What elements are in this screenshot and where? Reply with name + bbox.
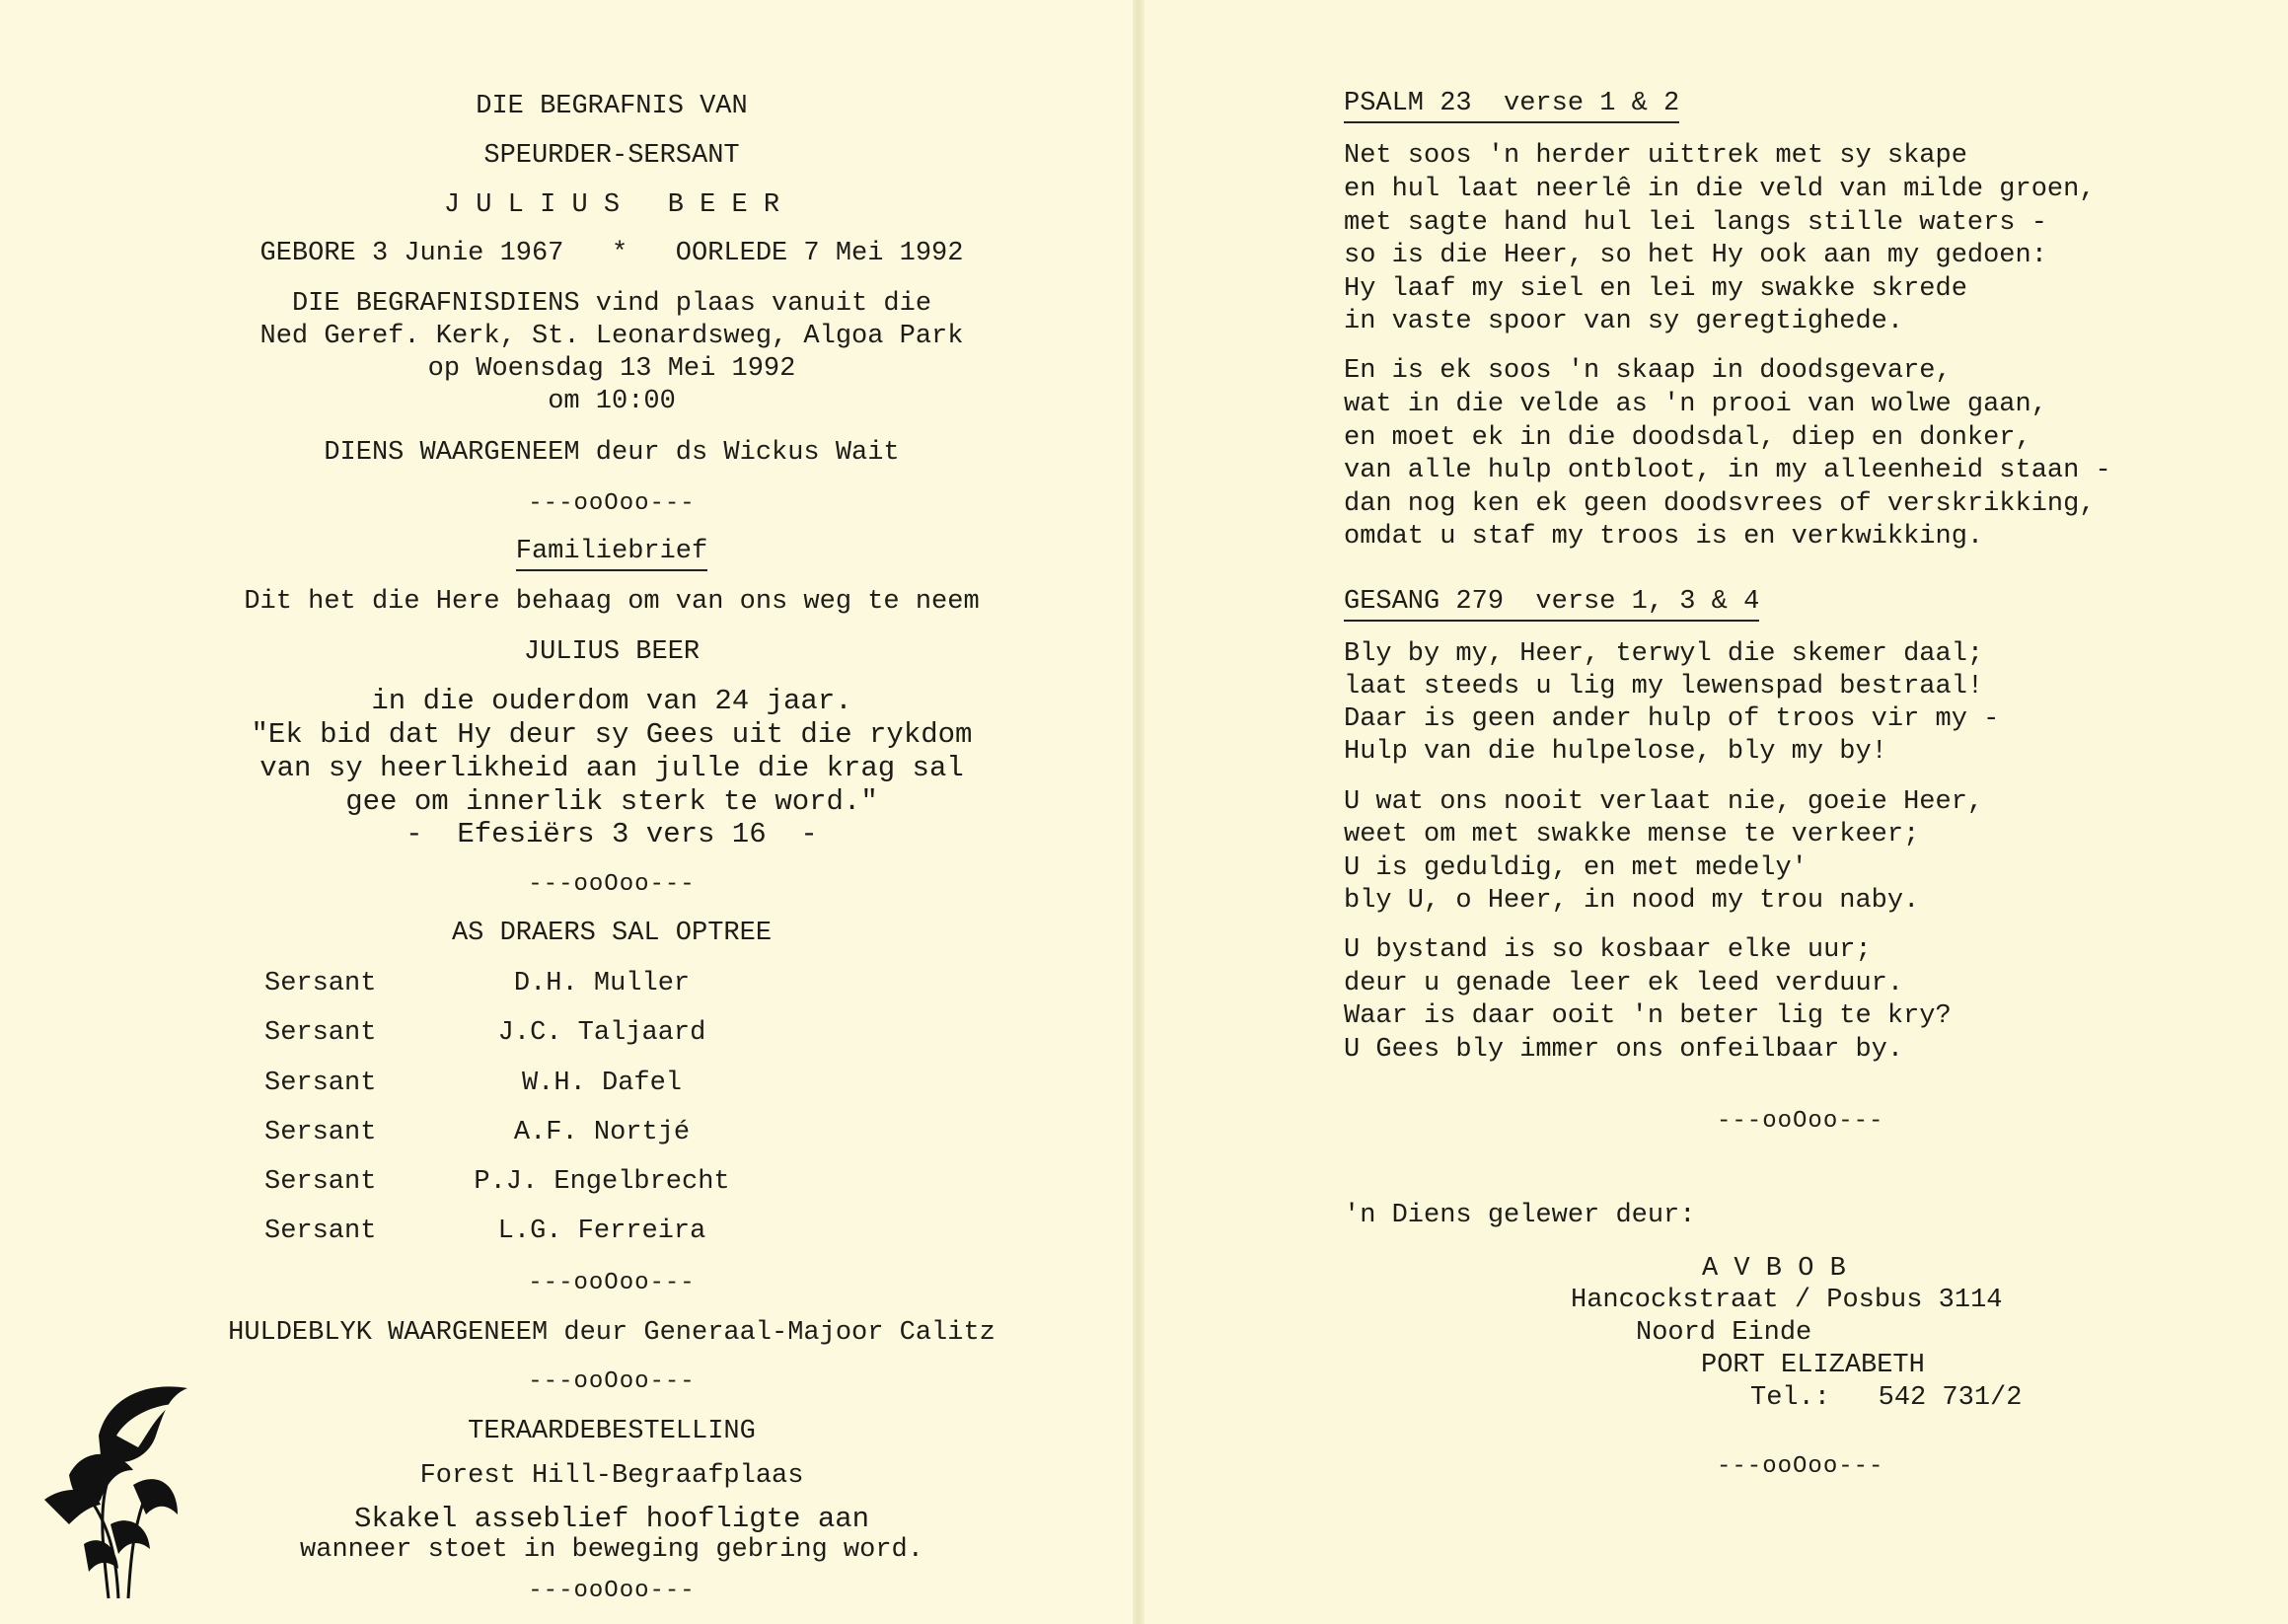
separator: ---ooOoo--- bbox=[1717, 1453, 1884, 1480]
hymn-line: Daar is geen ander hulp of troos vir my - bbox=[1344, 704, 2000, 734]
hymn-line: deur u genade leer ek leed verduur. bbox=[1344, 969, 1904, 998]
service-line-2: Ned Geref. Kerk, St. Leonardsweg, Algoa Park bbox=[259, 322, 964, 351]
bearer-rank: Sersant bbox=[264, 969, 377, 998]
funeral-title: DIE BEGRAFNIS VAN bbox=[476, 92, 748, 121]
notice-line-2: wanneer stoet in beweging gebring word. bbox=[300, 1535, 923, 1565]
bearer-name: J.C. Taljaard bbox=[497, 1018, 706, 1048]
scripture-reference: - Efesiërs 3 vers 16 - bbox=[406, 818, 818, 850]
family-line-1: in die ouderdom van 24 jaar. bbox=[371, 685, 852, 717]
family-letter-heading bbox=[0, 536, 1223, 568]
telephone-number: 542 731/2 bbox=[1878, 1383, 2023, 1413]
hymn-line: U Gees bly immer ons onfeilbaar by. bbox=[1344, 1035, 1904, 1065]
company-address-3: PORT ELIZABETH bbox=[1701, 1351, 1925, 1380]
lily-illustration-icon bbox=[39, 1376, 197, 1603]
bearer-rank: Sersant bbox=[264, 1118, 377, 1147]
psalm-line: En is ek soos 'n skaap in doodsgevare, bbox=[1344, 356, 1952, 386]
hymn-line: U is geduldig, en met medely' bbox=[1344, 853, 1808, 883]
birth-death-dates: GEBORE 3 Junie 1967 * OORLEDE 7 Mei 1992 bbox=[259, 239, 964, 268]
bearer-name: P.J. Engelbrecht bbox=[474, 1167, 730, 1197]
hymn-heading bbox=[1344, 586, 1759, 619]
family-line-3: van sy heerlikheid aan julle die krag sal bbox=[259, 752, 964, 784]
psalm-line: omdat u staf my troos is en verkwikking. bbox=[1344, 522, 1984, 552]
officiant: DIENS WAARGENEEM deur ds Wickus Wait bbox=[324, 438, 900, 468]
hymn-line: weet om met swakke mense te verkeer; bbox=[1344, 820, 1920, 849]
bearer-name: W.H. Dafel bbox=[521, 1069, 683, 1098]
psalm-line: en hul laat neerlê in die veld van milde groen, bbox=[1344, 175, 2096, 204]
hymn-line: U bystand is so kosbaar elke uur; bbox=[1344, 935, 1872, 965]
notice-line-1: Skakel asseblief hoofligte aan bbox=[353, 1503, 870, 1535]
psalm-line: dan nog ken ek geen doodsvrees of verskrikking, bbox=[1344, 489, 2096, 519]
bearer-name: L.G. Ferreira bbox=[497, 1217, 706, 1246]
service-line-1: DIE BEGRAFNISDIENS vind plaas vanuit die bbox=[291, 289, 932, 319]
hymn-line: laat steeds u lig my lewenspad bestraal! bbox=[1344, 672, 1984, 701]
family-line-4: gee om innerlik sterk te word." bbox=[345, 785, 878, 818]
hymn-line: Waar is daar ooit 'n beter lig te kry? bbox=[1344, 1001, 1952, 1031]
psalm-heading bbox=[1344, 88, 1679, 120]
psalm-line: so is die Heer, so het Hy ook aan my gedoen: bbox=[1344, 241, 2047, 270]
family-letter-heading-text: Familiebrief bbox=[516, 537, 707, 571]
telephone-label: Tel.: bbox=[1750, 1383, 1831, 1413]
hymn-line: bly U, o Heer, in nood my trou naby. bbox=[1344, 886, 1920, 916]
bearer-rank: Sersant bbox=[264, 1018, 377, 1048]
psalm-line: wat in die velde as 'n prooi van wolwe gaan, bbox=[1344, 390, 2047, 419]
psalm-heading-text: PSALM 23 verse 1 & 2 bbox=[1344, 89, 1679, 123]
company-address-2: Noord Einde bbox=[1636, 1318, 1812, 1348]
bearer-name: D.H. Muller bbox=[513, 969, 691, 998]
psalm-line: en moet ek in die doodsdal, diep en donker, bbox=[1344, 423, 2031, 453]
family-intro: Dit het die Here behaag om van ons weg te neem bbox=[244, 587, 980, 617]
separator: ---ooOoo--- bbox=[528, 1578, 696, 1604]
bearer-rank: Sersant bbox=[264, 1167, 377, 1197]
tribute: HULDEBLYK WAARGENEEM deur Generaal-Majoor Calitz bbox=[228, 1318, 996, 1348]
service-line-4: om 10:00 bbox=[548, 387, 676, 416]
hymn-line: U wat ons nooit verlaat nie, goeie Heer, bbox=[1344, 787, 1984, 817]
psalm-line: in vaste spoor van sy geregtighede. bbox=[1344, 307, 1904, 336]
bearer-rank: Sersant bbox=[264, 1217, 377, 1246]
company-name: A V B O B bbox=[1702, 1254, 1846, 1284]
cemetery: Forest Hill-Begraafplaas bbox=[419, 1461, 804, 1491]
hymn-heading-text: GESANG 279 verse 1, 3 & 4 bbox=[1344, 587, 1759, 622]
hymn-line: Bly by my, Heer, terwyl die skemer daal; bbox=[1344, 639, 1984, 669]
bearer-rank: Sersant bbox=[264, 1069, 377, 1098]
separator: ---ooOoo--- bbox=[528, 1270, 696, 1296]
separator: ---ooOoo--- bbox=[528, 871, 696, 898]
company-address-1: Hancockstraat / Posbus 3114 bbox=[1571, 1286, 2003, 1315]
rank-title: SPEURDER-SERSANT bbox=[483, 141, 740, 171]
hymn-line: Hulp van die hulpelose, bly my by! bbox=[1344, 737, 1887, 767]
service-line-3: op Woensdag 13 Mei 1992 bbox=[427, 354, 796, 384]
service-provider-label: 'n Diens gelewer deur: bbox=[1344, 1201, 1696, 1230]
bearers-heading: AS DRAERS SAL OPTREE bbox=[451, 919, 773, 948]
separator: ---ooOoo--- bbox=[528, 490, 696, 517]
separator: ---ooOoo--- bbox=[528, 1368, 696, 1395]
separator: ---ooOoo--- bbox=[1717, 1108, 1884, 1135]
family-name: JULIUS BEER bbox=[523, 637, 701, 667]
deceased-name: J U L I U S B E E R bbox=[443, 190, 780, 220]
psalm-line: Net soos 'n herder uittrek met sy skape bbox=[1344, 141, 1967, 171]
psalm-line: Hy laaf my siel en lei my swakke skrede bbox=[1344, 274, 1967, 304]
psalm-line: van alle hulp ontbloot, in my alleenheid staan - bbox=[1344, 456, 2111, 485]
bearer-name: A.F. Nortjé bbox=[513, 1118, 691, 1147]
psalm-line: met sagte hand hul lei langs stille waters - bbox=[1344, 208, 2047, 238]
family-line-2: "Ek bid dat Hy deur sy Gees uit die rykdom bbox=[251, 718, 973, 751]
company-telephone bbox=[1750, 1382, 2022, 1415]
burial-heading: TERAARDEBESTELLING bbox=[468, 1417, 756, 1446]
